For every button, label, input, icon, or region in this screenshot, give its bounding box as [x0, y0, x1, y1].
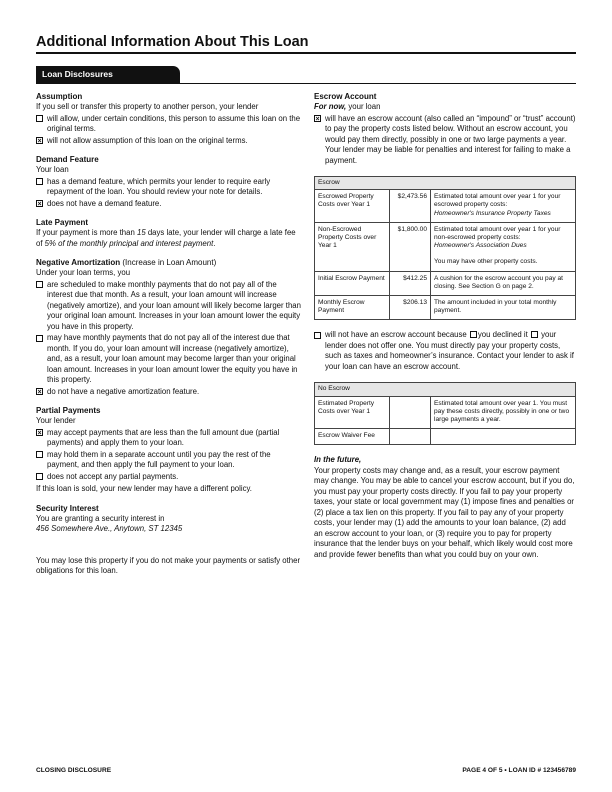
late-payment-section [36, 217, 302, 249]
section-rule [36, 83, 576, 84]
demand-feature-heading: Demand Feature [36, 155, 99, 164]
row-label: Monthly Escrow Payment [315, 296, 390, 320]
row-amount: $206.13 [390, 296, 431, 320]
partial-payments-intro: Your lender [36, 416, 76, 425]
neg-am-option-scheduled[interactable] [36, 280, 302, 333]
option-text: will not allow assumption of this loan on the original terms. [47, 135, 248, 145]
option-text: are scheduled to make monthly payments that do not pay all of the interest due that month. As a result, your loan amount will increase (negatively amortize), and your loan amount will likely become larger than your original loan amount. Increases in your loan amount lower the equity you have in this property. [47, 279, 301, 331]
row-amount: $412.25 [390, 271, 431, 295]
partial-option-hold[interactable] [36, 450, 302, 471]
table-row [315, 190, 576, 223]
assumption-option-not-allow[interactable] [36, 136, 302, 147]
will-not-text: will not have an escrow account because [325, 330, 469, 340]
row-amount [390, 429, 431, 445]
row-description: The amount included in your total monthly payment. [431, 296, 576, 320]
late-days: 15 [136, 228, 146, 237]
partial-payments-section [36, 405, 302, 495]
checkbox[interactable] [314, 332, 321, 339]
no-escrow-table-header: No Escrow [315, 383, 576, 396]
declined-checkbox[interactable] [470, 331, 477, 338]
page-title: Additional Information About This Loan [36, 34, 309, 50]
checkbox[interactable] [36, 473, 43, 480]
escrow-option-will-not-have[interactable] [314, 330, 576, 372]
option-text: does not accept any partial payments. [47, 471, 179, 481]
row-amount: $2,473.56 [390, 190, 431, 223]
security-interest-section [36, 503, 302, 577]
row-label: Escrow Waiver Fee [315, 429, 390, 445]
option-text: do not have a negative amortization feature. [47, 386, 200, 396]
late-text-c: . [213, 238, 216, 248]
option-text: may hold them in a separate account until you pay the rest of the payment, and then apply the full payment to your loan. [47, 449, 271, 469]
late-payment-text [36, 228, 302, 249]
row-label: Non-Escrowed Property Costs over Year 1 [315, 222, 390, 271]
footer-right: PAGE 4 OF 5 • LOAN ID # 123456789 [462, 767, 576, 774]
checkbox[interactable] [36, 178, 43, 185]
row-label: Estimated Property Costs over Year 1 [315, 396, 390, 429]
option-text [325, 330, 576, 372]
table-row [315, 222, 576, 271]
no-offer-checkbox[interactable] [531, 331, 538, 338]
checkbox[interactable] [36, 335, 43, 342]
row-amount [390, 396, 431, 429]
negative-amortization-section [36, 257, 302, 397]
escrow-option-will-have[interactable] [314, 114, 576, 167]
escrow-table-header: Escrow [315, 177, 576, 190]
future-heading: In the future, [314, 455, 362, 465]
neg-am-option-may-have[interactable] [36, 333, 302, 386]
option-text: may accept payments that are less than the full amount due (partial payments) and apply them to your loan. [47, 427, 280, 447]
title-rule [36, 52, 576, 54]
escrow-lead-rest: your loan [346, 102, 381, 111]
row-desc-text: Estimated total amount over year 1 for your escrowed property costs: [434, 193, 561, 209]
security-interest-intro: You are granting a security interest in [36, 513, 165, 523]
assumption-heading: Assumption [36, 92, 83, 101]
row-desc-items: Homeowner's Association Dues [434, 242, 527, 250]
neg-am-option-none[interactable] [36, 387, 302, 398]
row-description: A cushion for the escrow account you pay at closing. See Section G on page 2. [431, 271, 576, 295]
assumption-section [36, 91, 302, 146]
checkbox[interactable]: × [315, 116, 320, 123]
demand-option-not-have[interactable] [36, 199, 302, 210]
row-desc-items: Homeowner's Insurance Property Taxes [434, 209, 551, 217]
table-row [315, 296, 576, 320]
escrow-lead-bold: For now, [314, 102, 347, 111]
checkbox[interactable]: × [37, 138, 42, 145]
option-text: does not have a demand feature. [47, 198, 162, 208]
row-description [431, 190, 576, 223]
table-header-row [315, 177, 576, 190]
row-desc-text: Estimated total amount over year 1 for your non-escrowed property costs: [434, 225, 561, 242]
late-payment-heading: Late Payment [36, 218, 89, 227]
checkbox[interactable] [36, 281, 43, 288]
neg-am-intro: Under your loan terms, you [36, 268, 131, 277]
negative-amortization-heading [36, 257, 302, 268]
row-description [431, 429, 576, 445]
declined-text: you declined it [477, 330, 530, 340]
row-amount: $1,800.00 [390, 222, 431, 271]
assumption-option-allow[interactable] [36, 114, 302, 135]
partial-option-accept[interactable] [36, 428, 302, 449]
left-column [36, 91, 302, 585]
option-text: has a demand feature, which permits your lender to require early repayment of the loan. You should review your note for details. [47, 176, 271, 196]
option-text: will have an escrow account (also called an “impound” or “trust” account) to pay the property costs listed below. Without an escrow account, you would pay them directly, possibly in one or two large payments a year. Your lender may be liable for penalties and interest for failing to make a payment. [325, 113, 576, 165]
property-address: 456 Somewhere Ave., Anytown, ST 12345 [36, 524, 183, 533]
partial-payments-heading: Partial Payments [36, 406, 101, 415]
demand-feature-intro: Your loan [36, 165, 69, 174]
security-interest-heading: Security Interest [36, 503, 99, 513]
escrow-lead [314, 102, 576, 113]
checkbox[interactable] [36, 451, 43, 458]
checkbox[interactable]: × [37, 201, 42, 208]
assumption-intro: If you sell or transfer this property to another person, your lender [36, 102, 259, 111]
no-offer-text: your lender does not offer one. You must directly pay your property costs, such as taxes and homeowner’s insurance. Contact your lender to ask if your loan can have an escrow account. [325, 330, 574, 371]
checkbox[interactable]: × [37, 430, 42, 437]
checkbox[interactable]: × [37, 389, 42, 396]
escrow-account-heading: Escrow Account [314, 92, 377, 101]
option-text: will allow, under certain conditions, this person to assume this loan on the original terms. [47, 113, 301, 133]
section-tab: Loan Disclosures [36, 66, 180, 83]
row-description: Estimated total amount over year 1. You must pay these costs directly, possibly in one or two large payments a year. [431, 396, 576, 429]
partial-option-not-accept[interactable] [36, 472, 302, 483]
table-header-row [315, 383, 576, 396]
demand-option-has[interactable] [36, 177, 302, 198]
security-interest-note: You may lose this property if you do not make your payments or satisfy other obligations for this loan. [36, 555, 301, 575]
row-desc-extra: You may have other property costs. [434, 258, 538, 266]
no-escrow-table [314, 382, 576, 445]
checkbox[interactable] [36, 115, 43, 122]
neg-am-subtitle: (Increase in Loan Amount) [120, 258, 217, 267]
option-text: may have monthly payments that do not pay all of the interest due that month. If you do, your loan amount will increase (negatively amortize), and, as a result, your loan amount may become larger than your original loan amount. Increases in your loan amount lower the equity you have in this property. [47, 333, 298, 384]
partial-payments-note: If this loan is sold, your new lender may have a different policy. [36, 484, 252, 493]
row-label: Initial Escrow Payment [315, 271, 390, 295]
row-label: Escrowed Property Costs over Year 1 [315, 190, 390, 223]
footer-left: CLOSING DISCLOSURE [36, 767, 112, 774]
neg-am-title: Negative Amortization [36, 258, 121, 267]
future-text: Your property costs may change and, as a result, your escrow payment may change. You may be able to cancel your escrow account, but if you do, you must pay your property costs directly. If you fail to pay your property taxes, your state or local government may (1) impose fines and penalties or (2) place a tax lien on this property. If you fail to pay any of your property costs, your lender may (1) add the amounts to your loan balance, (2) add an escrow account to your loan, or (3) require you to pay for property insurance that the lender buys on your behalf, which likely would cost more and provide fewer benefits than what you could buy on your own. [314, 465, 575, 559]
right-column [314, 91, 576, 560]
demand-feature-section [36, 154, 302, 209]
table-row [315, 396, 576, 429]
late-text-b: days late, your lender will charge a late fee of [36, 228, 296, 248]
late-text-a: If your payment is more than [36, 228, 137, 237]
late-fee: 5% of the monthly principal and interest payment [44, 238, 214, 248]
escrow-table [314, 176, 576, 320]
row-description [431, 222, 576, 271]
table-row [315, 271, 576, 295]
table-row [315, 429, 576, 445]
